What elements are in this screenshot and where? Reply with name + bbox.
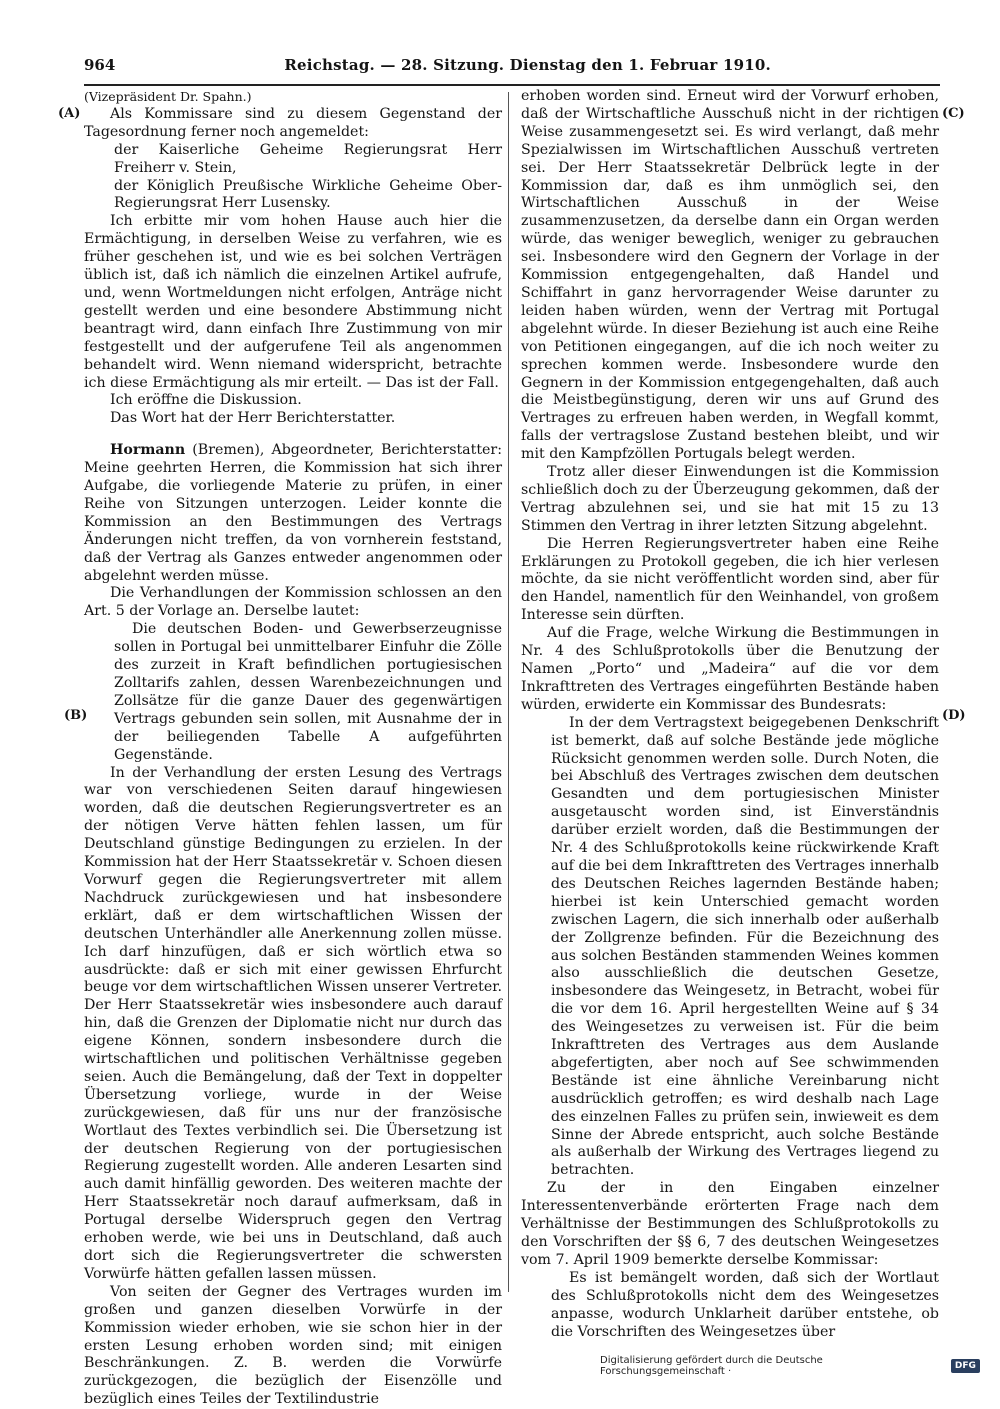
column-divider [508, 92, 509, 1292]
commissioner-quote: In der dem Vertragstext beigegebenen Denkschrift ist bemerkt, daß auf solche Bestände jede mögliche Rücksicht genommen werden solle. Durch Noten, die bei Abschluß des Vertrages zwischen dem deutschen Gesandten und dem portugiesischen Minister ausgetauscht worden sind, ist Einverständnis darüber erzielt worden, daß die Bestimmungen der Nr. 4 des Schlußprotokolls keine rückwirkende Kraft auf die bei dem Inkrafttreten des Vertrages innerhalb des Deutschen Reiches lagernden Bestände haben; hierbei ist kein Unterschied gemacht worden zwischen Lagern, die sich innerhalb oder außerhalb der Zollgrenze befinden. Für die Bezeichnung des aus solchen Beständen stammenden Weines kommen also ausschließlich die deutschen Gesetze, insbesondere das Weingesetz, in Betracht, wobei für die vor dem 16. April hergestellten Weine auf § 34 des Weingesetzes zu verweisen ist. Für die beim Inkrafttreten des Vertrages aus dem Auslande abgefertigten, aber noch auf See schwimmenden Bestände ist eine ähnliche Vereinbarung nicht ausdrücklich getroffen; es wird deshalb nach Lage des einzelnen Falles zu prüfen sein, inwieweit es dem Sinne der Abrede entspricht, auch solche Bestände als außerhalb der Wirkung des Vertrages liegend zu betrachten. [551, 714, 939, 1179]
paragraph: Zu der in den Eingaben einzelner Interessentenverbände erörterten Frage nach dem Verhältnisse der Bestimmungen des Schlußprotokolls zu den Vorschriften der §§ 6, 7 des deutschen Weingesetzes vom 7. April 1909 bemerkte derselbe Kommissar: [521, 1180, 939, 1268]
presiding-note: (Vizepräsident Dr. Spahn.) [84, 89, 252, 104]
commissioner-quote: Es ist bemängelt worden, daß sich der Wortlaut des Schlußprotokolls nicht dem des Weingesetzes anpasse, wodurch Unklarheit darüber entstehe, ob die Vorschriften des Weingesetzes über [551, 1269, 939, 1340]
page-header-title: Reichstag. — 28. Sitzung. Dienstag den 1. Februar 1910. [284, 56, 771, 74]
commissioner-entry: der Kaiserliche Geheime Regierungsrat Herr Freiherr v. Stein, [114, 141, 502, 176]
paragraph: Die Verhandlungen der Kommission schlossen an den Art. 5 der Vorlage an. Derselbe lautet: [84, 585, 502, 620]
commissioner-entry: der Königlich Preußische Wirkliche Geheime Ober-Regierungsrat Herr Lusensky. [114, 177, 502, 212]
margin-marker-b: (B) [64, 708, 88, 723]
paragraph: Auf die Frage, welche Wirkung die Bestimmungen in Nr. 4 des Schlußprotokolls über die Benutzung der Namen „Porto“ und „Madeira“ auf die vor dem Inkrafttreten des Vertrages eingeführten Bestände haben würden, erwiderte ein Kommissar des Bundesrats: [521, 625, 939, 713]
paragraph: Trotz aller dieser Einwendungen ist die Kommission schließlich doch zu der Überzeugung gekommen, daß der Vertrag abzulehnen sei, und sie hat mit 15 zu 13 Stimmen den Vertrag in ihrer letzten Sitzung abgelehnt. [521, 464, 939, 534]
paragraph: Ich eröffne die Diskussion. [110, 392, 302, 409]
right-column [521, 88, 939, 1341]
page-header [84, 56, 940, 80]
margin-marker-a: (A) [58, 106, 81, 121]
margin-marker-d: (D) [942, 708, 966, 723]
footer-text: Digitalisierung gefördert durch die Deutsche Forschungsgemeinschaft · [600, 1355, 823, 1377]
margin-marker-c: (C) [942, 106, 965, 121]
paragraph: Die Herren Regierungsvertreter haben eine Reihe Erklärungen zu Protokoll gegeben, die ich hier verlesen möchte, da sie nicht veröffentlicht worden sind, aber für den Handel, namentlich für den Weinhandel, von großem Interesse sein dürften. [521, 535, 939, 624]
digitization-footer [600, 1356, 980, 1376]
paragraph: Als Kommissare sind zu diesem Gegenstand der Tagesordnung ferner noch angemeldet: [84, 105, 502, 140]
paragraph: Von seiten der Gegner des Vertrages wurden im großen und ganzen dieselben Vorwürfe in der Kommission wieder erhoben, wie sie schon hier in der ersten Lesung erhoben worden sind; mit einigen Beschränkungen. Z. B. werden die Vorwürfe zurückgezogen, die bezüglich der Eisenzölle und bezüglich eines Teiles der Textilindustrie [84, 1283, 502, 1408]
paragraph: erhoben worden sind. Erneut wird der Vorwurf erhoben, daß der Wirtschaftliche Ausschuß nicht in der richtigen Weise zusammengesetzt sei. Es wird verlangt, daß mehr Spezialwissen im Wirtschaftlichen Ausschuß vertreten sei. Der Herr Staatssekretär Delbrück legte in der Kommission dar, daß es ihm unmöglich sei, den Wirtschaftlichen Ausschuß in der Weise zusammenzusetzen, da derselbe dann ein Organ werden würde, das weniger beweglich, weniger zu gebrauchen sei. Insbesondere wird den Gegnern der Vorlage in der Kommission entgegengehalten, daß Handel und Schiffahrt in ganz hervorragender Weise darunter zu leiden haben würden, wenn der Vertrag mit Portugal abgelehnt würde. In dieser Beziehung ist auch eine Reihe von Petitionen eingegangen, auf die ich noch weiter zu sprechen kommen werde. Insbesondere wurde den Gegnern in der Kommission entgegengehalten, daß auch die Meistbegünstigung, deren wir uns auf Grund des Vertrages zu erfreuen haben werden, in Wegfall kommt, falls der vertragslose Zustand bestehen bleibt, und wir mit den Kampfzöllen Portugals belegt werden. [521, 88, 939, 463]
paragraph: Das Wort hat der Herr Berichterstatter. [110, 410, 396, 427]
header-rule [84, 84, 940, 86]
paragraph: In der Verhandlung der ersten Lesung des Vertrags war von verschiedenen Seiten darauf hingewiesen worden, daß die deutschen Regierungsvertreter es an der nötigen Verve hätten fehlen lassen, um für Deutschland günstige Bedingungen zu erzielen. In der Kommission hat der Herr Staatssekretär v. Schoen diesen Vorwurf gegen die Regierungsvertreter mit allem Nachdruck zurückgewiesen und hat insbesondere erklärt, daß er dem wirtschaftlichen Wissen der deutschen Unterhändler alle Anerkennung zollen müsse. Ich darf hinzufügen, daß er sich wörtlich etwa so ausdrückte: daß er sich mit einer gewissen Ehrfurcht beuge vor dem wirtschaftlichen Wissen unserer Vertreter. Der Herr Staatssekretär wies insbesondere auch darauf hin, daß die Grenzen der Diplomatie nicht nur durch das eigene Können, sondern insbesondere durch die wirtschaftlichen und politischen Verhältnisse gegeben seien. Auch die Bemängelung, daß der Text in doppelter Übersetzung vorliege, wurde in der Weise zurückgewiesen, daß für uns nur der französische Wortlaut des Textes verbindlich sei. Die Übersetzung ist der deutschen Regierung von der portugiesischen Regierung zugestellt worden. Alle anderen Lesarten sind auch damit hinfällig geworden. Des weiteren machte der Herr Staatssekretär noch darauf aufmerksam, daß in Portugal derselbe Widerspruch gegen den Vertrag erhoben werde, wie bei uns in Deutschland, daß auch dort sich die Regierungsvertreter die schwersten Vorwürfe hätten gefallen lassen müssen. [84, 764, 502, 1282]
dfg-logo: DFG [951, 1359, 980, 1373]
page-number: 964 [84, 56, 116, 74]
left-column [84, 88, 502, 1409]
speaker-name: Hormann [110, 442, 186, 459]
speech-text: (Bremen), Abgeordneter, Berichterstatter: Meine geehrten Herren, die Kommission hat sich ihrer Aufgabe, die vorliegende Materie zu prüfen, in einer Reihe von Sitzungen unterzogen. Leider konnte die Kommission an den Bestimmungen des Vertrags Änderungen nicht treffen, da von vornherein feststand, daß der Vertrag als Ganzes entweder angenommen oder abgelehnt werden müsse. [84, 442, 502, 584]
speech-paragraph [84, 442, 502, 585]
paragraph: Ich erbitte mir vom hohen Hause auch hier die Ermächtigung, in derselben Weise zu verfahren, wie es früher geschehen ist, und wie es bei solchen Verträgen üblich ist, daß ich nämlich die einzelnen Artikel aufrufe, und, wenn Wortmeldungen nicht erfolgen, Anträge nicht gestellt werden und eine besondere Abstimmung nicht beantragt wird, dann einfach Ihre Zustimmung von mir festgestellt und der aufgerufene Teil als angenommen behandelt wird. Wenn niemand widerspricht, betrachte ich diese Ermächtigung als mir erteilt. — Das ist der Fall. [84, 213, 502, 391]
article-quote: Die deutschen Boden- und Gewerbserzeugnisse sollen in Portugal bei unmittelbarer Einfuhr die Zölle des zurzeit in Kraft befindlichen portugiesischen Zolltarifs zahlen, dessen Warenbezeichnungen und Zollsätze für die ganze Dauer des gegenwärtigen Vertrags gebunden sein sollen, mit Ausnahme der in der beiliegenden Tabelle A aufgeführten Gegenstände. [114, 621, 502, 763]
